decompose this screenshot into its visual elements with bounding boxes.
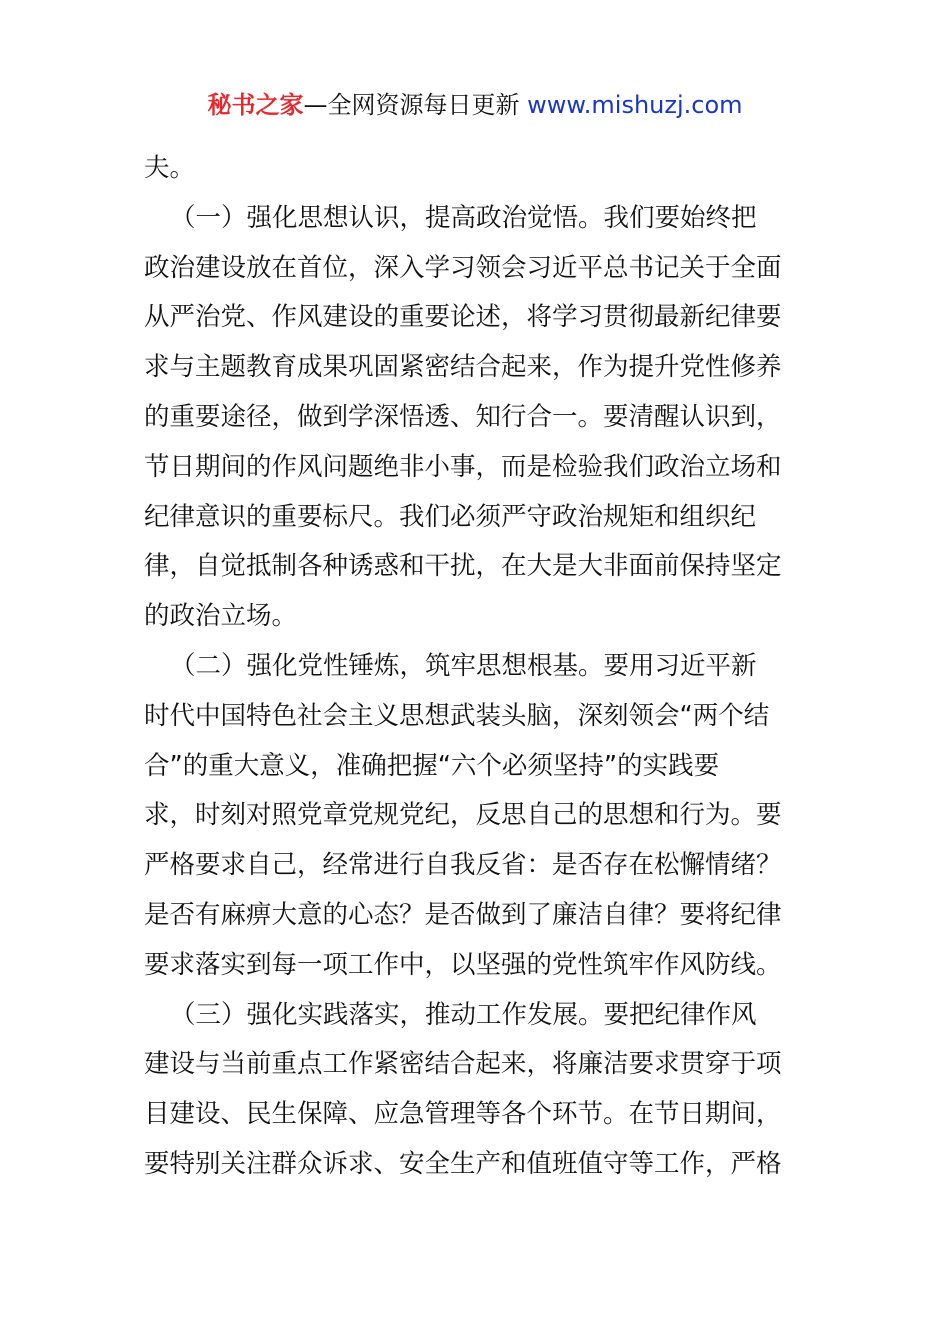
text-line: 要求落实到每一项工作中，以坚强的党性筑牢作风防线。: [144, 949, 782, 980]
text-line: 夫。: [144, 153, 196, 183]
text-line: 时代中国特色社会主义思想武装头脑，深刻领会“两个结: [144, 700, 770, 731]
text-line: 严格要求自己，经常进行自我反省：是否存在松懈情绪？: [144, 850, 782, 881]
text-line: （一）强化思想认识，提高政治觉悟。我们要始终把: [170, 202, 757, 233]
text-line: 的政治立场。: [144, 601, 298, 632]
text-line: 是否有麻痹大意的心态？是否做到了廉洁自律？要将纪律: [144, 899, 782, 930]
text-line: 节日期间的作风问题绝非小事，而是检验我们政治立场和: [144, 451, 782, 482]
document-body: [144, 144, 808, 1190]
text-line: 目建设、民生保障、应急管理等各个环节。在节日期间，: [144, 1099, 782, 1130]
text-line: 建设与当前重点工作紧密结合起来，将廉洁要求贯穿于项: [144, 1049, 782, 1080]
text-line: 求，时刻对照党章党规党纪，反思自己的思想和行为。要: [144, 800, 782, 831]
page-header: [0, 88, 950, 122]
text-line: 政治建设放在首位，深入学习领会习近平总书记关于全面: [144, 252, 782, 283]
text-line: （二）强化党性锤炼，筑牢思想根基。要用习近平新: [170, 650, 757, 681]
text-line: （三）强化实践落实，推动工作发展。要把纪律作风: [170, 999, 757, 1030]
text-line: 纪律意识的重要标尺。我们必须严守政治规矩和组织纪: [144, 501, 757, 532]
text-line: 的重要途径，做到学深悟透、知行合一。要清醒认识到，: [144, 401, 782, 432]
text-line: 要特别关注群众诉求、安全生产和值班值守等工作，严格: [144, 1148, 782, 1179]
header-tagline: —全网资源每日更新: [303, 91, 520, 119]
text-line: 律，自觉抵制各种诱惑和干扰，在大是大非面前保持坚定: [144, 551, 782, 582]
text-line: 合”的重大意义，准确把握“六个必须坚持”的实践要: [144, 750, 720, 781]
text-line: 从严治党、作风建设的重要论述，将学习贯彻最新纪律要: [144, 302, 782, 333]
site-url: www.mishuzj.com: [519, 91, 743, 119]
text-line: 求与主题教育成果巩固紧密结合起来，作为提升党性修养: [144, 352, 782, 383]
brand-name: 秘书之家: [207, 91, 304, 119]
